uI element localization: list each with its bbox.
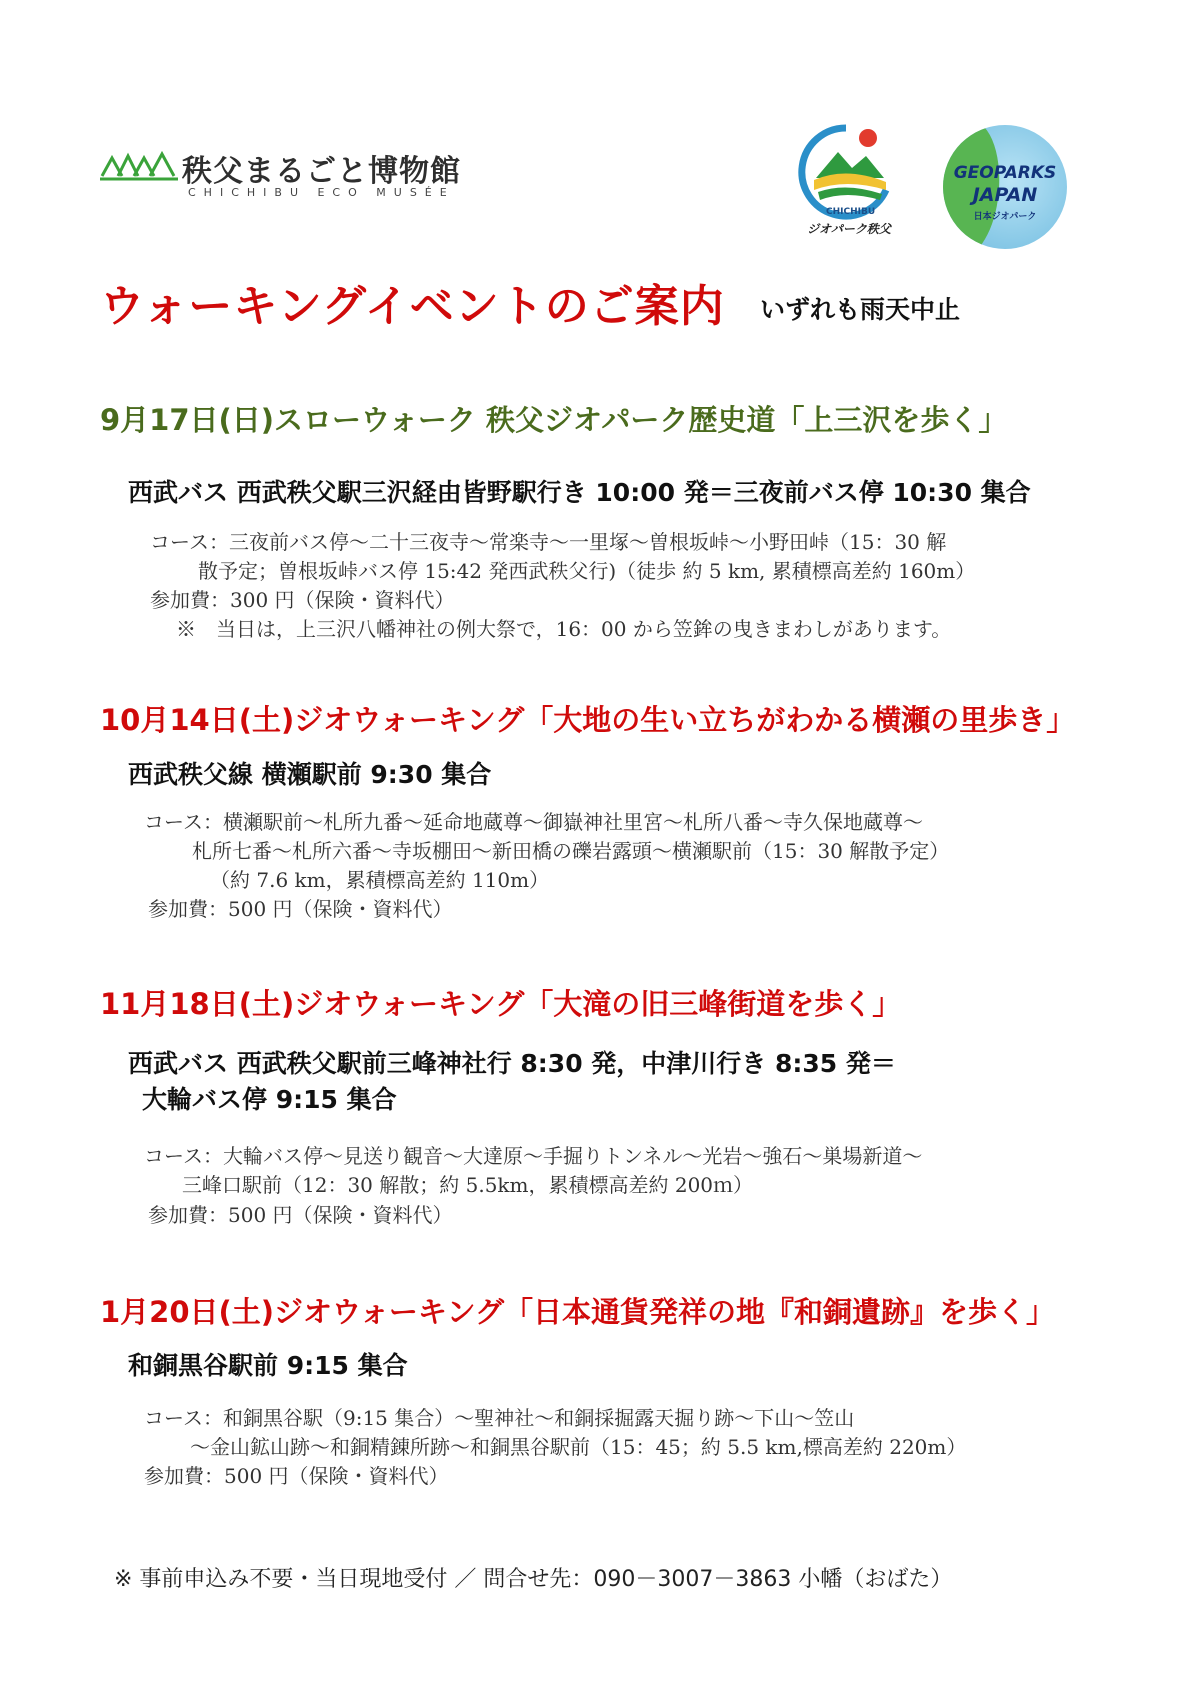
event-meeting-1: 西武バス 西武秩父駅三沢経由皆野駅行き 10:00 発＝三夜前バス停 10:30 集合 xyxy=(128,478,1031,507)
logo-name: 秩父まるごと博物館 xyxy=(182,154,461,189)
event-course-1a: コース：三夜前バス停～二十三夜寺～常楽寺～一里塚～曽根坂峠～小野田峠（15：30 解 xyxy=(150,530,947,554)
event-fee-4: 参加費：500 円（保険・資料代） xyxy=(144,1464,449,1488)
page-subtitle: いずれも雨天中止 xyxy=(760,295,961,324)
event-heading-2: 10月14日(土)ジオウォーキング「大地の生い立ちがわかる横瀬の里歩き」 xyxy=(100,703,1076,737)
contact-footer: ※ 事前申込み不要・当日現地受付 ／ 問合せ先：090－3007－3863 小幡（おばた） xyxy=(114,1567,953,1592)
geopark-label: CHICHIBU xyxy=(826,207,876,217)
event-meeting-3b: 大輪バス停 9:15 集合 xyxy=(142,1085,397,1114)
event-heading-3: 11月18日(土)ジオウォーキング「大滝の旧三峰街道を歩く」 xyxy=(100,987,902,1021)
event-note-1: ※ 当日は，上三沢八幡神社の例大祭で，16：00 から笠鉾の曳きまわしがあります。 xyxy=(176,617,952,641)
event-heading-1: 9月17日(日)スローウォーク 秩父ジオパーク歴史道「上三沢を歩く」 xyxy=(100,403,1008,437)
event-fee-2: 参加費：500 円（保険・資料代） xyxy=(148,897,453,921)
event-course-3b: 三峰口駅前（12：30 解散；約 5.5km，累積標高差約 200ｍ） xyxy=(182,1173,754,1197)
event-meeting-3a: 西武バス 西武秩父駅前三峰神社行 8:30 発，中津川行き 8:35 発＝ xyxy=(128,1049,896,1078)
event-course-4a: コース：和銅黒谷駅（9:15 集合）～聖神社～和銅採掘露天掘り跡～下山～笠山 xyxy=(144,1406,855,1430)
event-meeting-4: 和銅黒谷駅前 9:15 集合 xyxy=(128,1351,408,1380)
event-fee-1: 参加費：300 円（保険・資料代） xyxy=(150,588,455,612)
mountains-icon xyxy=(100,146,178,190)
event-course-4b: ～金山鉱山跡～和銅精錬所跡～和銅黒谷駅前（15：45；約 5.5 km,標高差約 220m） xyxy=(190,1435,967,1459)
logo-subtitle: CHICHIBU ECO MUSÉE xyxy=(188,186,455,199)
event-course-2a: コース：横瀬駅前～札所九番～延命地蔵尊～御嶽神社里宮～札所八番～寺久保地蔵尊～ xyxy=(144,810,923,834)
event-course-2b: 札所七番～札所六番～寺坂棚田～新田橋の礫岩露頭～横瀬駅前（15：30 解散予定） xyxy=(192,839,950,863)
geoparks-japan-logo xyxy=(943,125,1067,249)
event-course-3a: コース：大輪バス停～見送り観音～大達原～手掘りトンネル～光岩～強石～巣場新道～ xyxy=(144,1144,923,1168)
event-meeting-2: 西武秩父線 横瀬駅前 9:30 集合 xyxy=(128,760,492,789)
gpj-line3: 日本ジオパーク xyxy=(973,212,1037,222)
geopark-chichibu-logo xyxy=(786,120,906,238)
event-course-1b: 散予定；曽根坂峠バス停 15:42 発西武秩父行)（徒歩 約 5 km, 累積標高差約 160m） xyxy=(198,559,976,583)
event-heading-4: 1月20日(土)ジオウォーキング「日本通貨発祥の地『和銅遺跡』を歩く」 xyxy=(100,1295,1056,1329)
chichibu-eco-musee-logo xyxy=(100,146,460,206)
geopark-emblem-icon xyxy=(786,120,906,220)
event-fee-3: 参加費：500 円（保険・資料代） xyxy=(148,1203,453,1227)
gpj-line1: GEOPARKS xyxy=(953,163,1057,183)
gpj-line2: JAPAN xyxy=(972,184,1038,206)
page-title: ウォーキングイベントのご案内 xyxy=(100,281,725,332)
event-course-2c: （約 7.6 km，累積標高差約 110m） xyxy=(210,868,550,892)
geopark-caption: ジオパーク秩父 xyxy=(807,222,891,236)
